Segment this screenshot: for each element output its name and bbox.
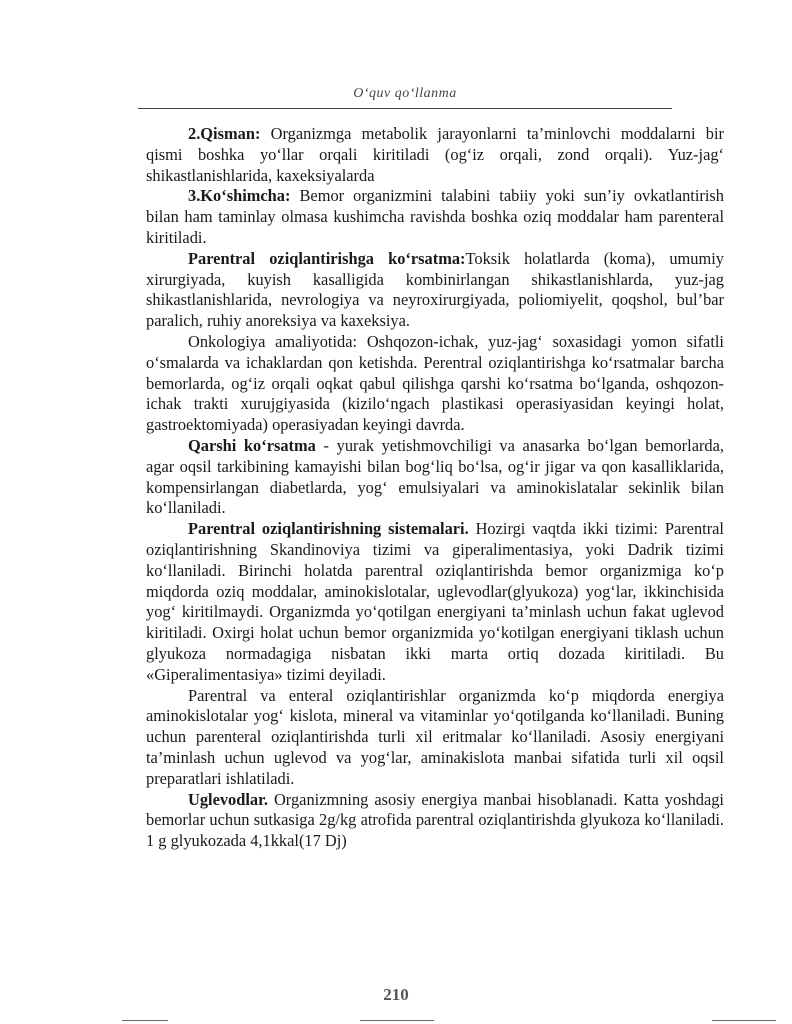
paragraph-onkologiya bbox=[146, 332, 724, 436]
paragraph-text: Organizmga metabolik jarayonlarni ta’minlovchi moddalarni bir qismi boshka yo‘llar orqali kiritiladi (og‘iz orqali, zond orqali). Yuz-jag‘ shikastlanishlarida, kaxeksiyalarda bbox=[146, 124, 724, 185]
paragraph-text: Hozirgi vaqtda ikki tizimi: Parentral oziqlantirishning Skandinoviya tizimi va giperalimentasiya, yoki Dadrik tizimi ko‘llaniladi. Birinchi holatda parentral oziqlantirishda bemor organizmiga ko‘p miqdorda oziq moddalar, aminokislotalar, uglevodlar(glyukoza) yog‘lar, ikkinchisida yog‘ kiritilmaydi. Organizmda yo‘qotilgan energiyani ta’minlash uchun fakat uglevod kiritiladi. Oxirgi holat uchun bemor organizmida yo‘kotilgan energiyani tiklash uchun glyukoza normadagiga nisbatan ikki marta ortiq dozada kiritiladi. Bu «Giperalimentasiya» tizimi deyiladi. bbox=[146, 519, 724, 684]
paragraph-lead: Parentral oziqlantirishga ko‘rsatma: bbox=[188, 248, 466, 268]
header-divider bbox=[138, 108, 672, 109]
paragraph-text: Organizmning asosiy energiya manbai hisoblanadi. Katta yoshdagi bemorlar uchun sutkasiga 2g/kg atrofida parentral oziqlantirishda glyukoza ko‘llaniladi. 1 g glyukozada 4,1kkal(17 Dj) bbox=[146, 789, 724, 851]
paragraph-sistemalari bbox=[146, 519, 724, 685]
paragraph-text: Toksik holatlarda (koma), umumiy xirurgiyada, kuyish kasalligida kombinirlangan shikastlanishlarda, yuz-jag shikastlanishlarida, nevrologiya va neyroxirurgiyada, poliomiyelit, qoqshol, bul’bar paralich, ruhiy anoreksiya va kaxeksiya. bbox=[146, 248, 724, 331]
footer-rule-left bbox=[122, 1020, 168, 1021]
paragraph-text: - yurak yetishmovchiligi va anasarka bo‘lgan bemorlarda, agar oqsil tarkibining kamayishi bilan bog‘liq bo‘lsa, og‘ir jigar va qon kasalliklarida, kompensirlangan diabetlarda, yog‘ emulsiyalari va aminokislatalar sekinlik bilan ko‘llaniladi. bbox=[146, 435, 724, 518]
paragraph-text: Parentral va enteral oziqlantirishlar organizmda ko‘p miqdorda energiya aminokislotalar yog‘ kislota, mineral va vitaminlar yo‘qotilganda ko‘llaniladi. Buning uchun parenteral oziqlantirishda turli xil eritmalar ko‘llaniladi. Asosiy energiyani ta’minlash uchun uglevod va yog‘lar, aminakislota manbai sifatida turli xil oqsil preparatlari ishlatiladi. bbox=[146, 685, 724, 788]
footer-rule-right bbox=[712, 1020, 776, 1021]
paragraph-enteral bbox=[146, 686, 724, 790]
paragraph-text: Onkologiya amaliyotida: Oshqozon-ichak, yuz-jag‘ soxasidagi yomon sifatli o‘smalarda va ichaklardan qon ketishda. Perentral oziqlantirishga ko‘rsatmalar barcha bemorlarda, og‘iz orqali oqkat qabul qilishga qarshi ko‘rsatma bo‘lganda, oshqozon-ichak trakti xurujgiyasida (kizilo‘ngach plastikasi operasiyasidan keyingi holat, gastroektomiyada) operasiyadan keyingi davrda. bbox=[146, 331, 724, 435]
footer-rule-center bbox=[360, 1020, 434, 1021]
paragraph-lead: 3.Ko‘shimcha: bbox=[188, 186, 291, 206]
paragraph-lead: Parentral oziqlantirishning sistemalari. bbox=[188, 519, 469, 539]
page-body bbox=[146, 124, 724, 852]
paragraph-lead: Uglevodlar. bbox=[188, 789, 268, 809]
paragraph-uglevodlar bbox=[146, 790, 724, 852]
paragraph-korsatma bbox=[146, 249, 724, 332]
running-header: O‘quv qo‘llanma bbox=[353, 86, 457, 101]
paragraph-lead: Qarshi ko‘rsatma bbox=[188, 435, 316, 455]
paragraph-lead: 2.Qisman: bbox=[188, 124, 261, 143]
paragraph-qisman bbox=[146, 124, 724, 186]
paragraph-qarshi-korsatma bbox=[146, 436, 724, 519]
paragraph-text: Bemor organizmini talabini tabiiy yoki sun’iy ovkatlantirish bilan ham taminlay olmasa kushimcha ravishda boshka oziq moddalar ham parenteral kiritiladi. bbox=[146, 186, 724, 247]
paragraph-koshimcha bbox=[146, 186, 724, 248]
page-number: 210 bbox=[383, 985, 409, 1004]
